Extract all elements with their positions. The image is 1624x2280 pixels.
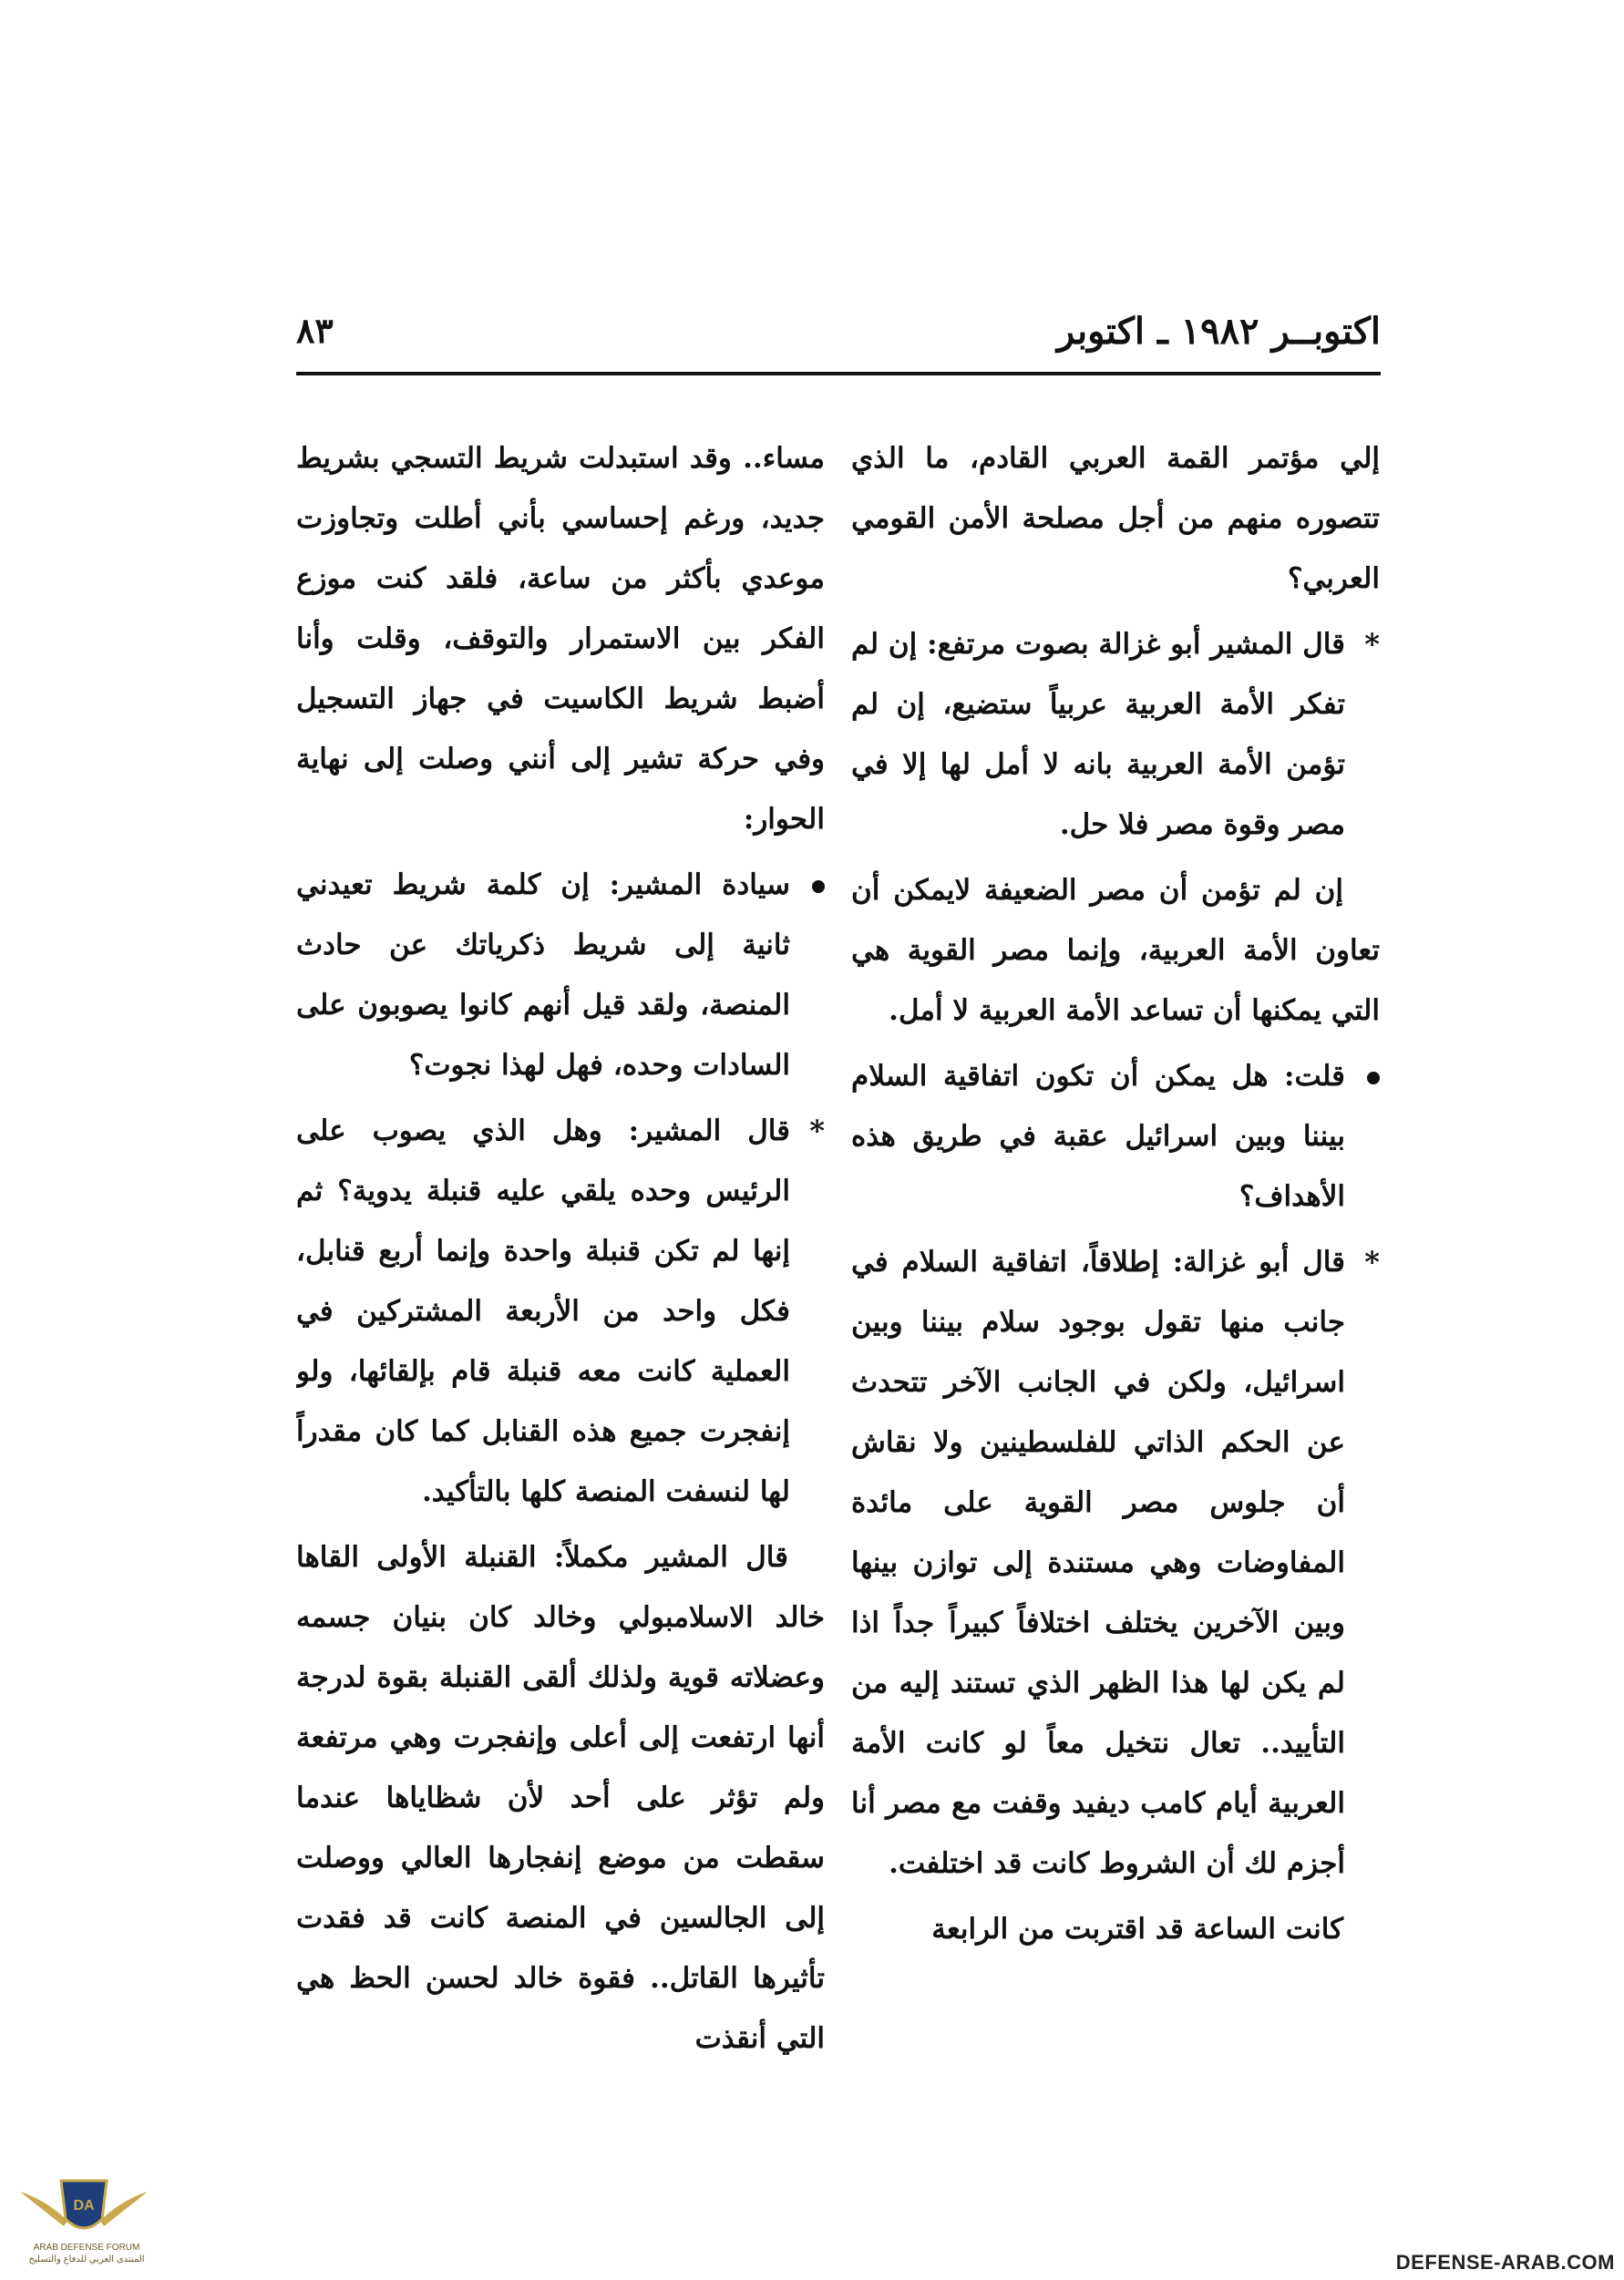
paragraph-answer (296, 1101, 825, 1522)
paragraph-question (296, 855, 825, 1095)
bullet-icon (812, 855, 825, 915)
star-marker-icon: * (1364, 627, 1380, 662)
paragraph-text: قال المشير مكملاً: القنبلة الأولى القاها خالد الاسلامبولي وخالد كان بنيان جسمه وعضلاته قوية ولذلك ألقى القنبلة بقوة لدرجة أنها ارتفعت إلى أعلى وإنفجرت وهي مرتفعة ولم تؤثر على أحد لأن شظاياها عندما سقطت من موضع إنفجارها العالي ووصلت إلى الجالسين في المنصة كانت قد فقدت تأثيرها القاتل.. فقوة خالد لحسن الحظ هي التي أنقذت (296, 1541, 825, 2055)
logo-caption-ar: المنتدى العربي للدفاع والتسليح (28, 2254, 145, 2265)
paragraph-text: إلي مؤتمر القمة العربي القادم، ما الذي تتصوره منهم من أجل مصلحة الأمن القومي العربي؟ (851, 442, 1380, 595)
paragraph-question (851, 1046, 1380, 1227)
paragraph-text: إن لم تؤمن أن مصر الضعيفة لايمكن أن تعاون الأمة العربية، وإنما مصر القوية هي التي يمكنها أن تساعد الأمة العربية لا أمل. (851, 874, 1380, 1027)
header-rule (296, 372, 1381, 375)
paragraph (851, 428, 1380, 609)
paragraph-text: مساء.. وقد استبدلت شريط التسجي بشريط جديد، ورغم إحساسي بأني أطلت وتجاوزت موعدي بأكثر من ساعة، فلقد كنت موزع الفكر بين الاستمرار والتوقف، وقلت وأنا أضبط شريط الكاسيت في جهاز التسجيل وفي حركة تشير إلى أنني وصلت إلى نهاية الحوار: (296, 442, 825, 836)
text-column-right (851, 428, 1380, 1965)
paragraph (296, 1527, 825, 2069)
paragraph (296, 428, 825, 849)
running-title: اكتوبــر ١٩٨٢ ـ اكتوبر (1056, 310, 1381, 353)
text-column-left (296, 428, 825, 2074)
paragraph-text: قال أبو غزالة: إطلاقاً، اتفاقية السلام في جانب منها تقول بوجود سلام بيننا وبين اسرائيل، ولكن في الجانب الآخر تتحدث عن الحكم الذاتي للفلسطينين ولا نقاش أن جلوس مصر القوية على مائدة المفاوضات وهي مستندة إلى توازن بينها وبين الآخرين يختلف اختلافاً كبيراً جداً اذا لم يكن لها هذا الظهر الذي تستند إليه من التأييد.. تعال نتخيل معاً لو كانت الأمة العربية أيام كامب ديفيد وقفت مع مصر أنا أجزم لك أن الشروط كانت قد اختلفت. (851, 1246, 1345, 1880)
paragraph-text: سيادة المشير: إن كلمة شريط تعيدني ثانية إلى شريط ذكرياتك عن حادث المنصة، ولقد قيل أنهم كانوا يصوبون على السادات وحده، فهل لهذا نجوت؟ (296, 868, 790, 1082)
paragraph-text: كانت الساعة قد اقتربت من الرابعة (931, 1913, 1343, 1946)
logo-caption (18, 2242, 155, 2265)
paragraph (851, 1899, 1380, 1959)
watermark-url: DEFENSE-ARAB.COM (1395, 2251, 1615, 2274)
star-marker-icon: * (809, 1114, 825, 1148)
logo-letters: DA (73, 2198, 95, 2213)
star-marker-icon: * (1364, 1245, 1380, 1279)
paragraph-answer (851, 1232, 1380, 1894)
logo-caption-en: ARAB DEFENSE FORUM (33, 2243, 140, 2253)
bullet-icon (1367, 1046, 1380, 1106)
page-header (296, 310, 1381, 374)
page-number: ٨٣ (296, 310, 334, 351)
paragraph (851, 860, 1380, 1041)
paragraph-text: قال المشير أبو غزالة بصوت مرتفع: إن لم تفكر الأمة العربية عربياً ستضيع، إن لم تؤمن الأمة العربية بانه لا أمل لها إلا في مصر وقوة مصر فلا حل. (851, 628, 1345, 841)
paragraph-text: قلت: هل يمكن أن تكون اتفاقية السلام بيننا وبين اسرائيل عقبة في طريق هذه الأهداف؟ (851, 1060, 1345, 1213)
paragraph-text: قال المشير: وهل الذي يصوب على الرئيس وحده يلقي عليه قنبلة يدوية؟ ثم إنها لم تكن قنبلة واحدة وإنما أربع قنابل، فكل واحد من الأربعة المشتركين في العملية كانت معه قنبلة قام بإلقائها، ولو إنفجرت جميع هذه القنابل كما كان مقدراً لها لنسفت المنصة كلها بالتأكيد. (296, 1114, 790, 1508)
paragraph-answer (851, 614, 1380, 855)
